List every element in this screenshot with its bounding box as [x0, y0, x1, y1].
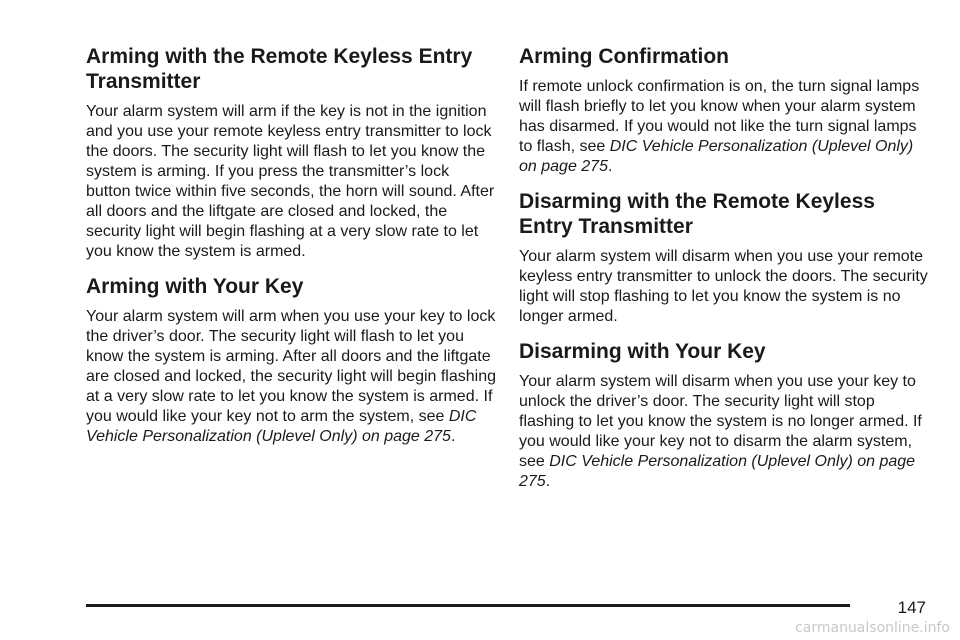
section-heading: Arming Confirmation: [519, 45, 729, 68]
page-number: 147: [897, 598, 926, 617]
section-heading: Disarming with the Remote Keyless Entry Transmitter: [519, 190, 875, 238]
body-text: Your alarm system will arm when you use your key to lock the driver’s door. The security light will flash to let you know the system is arming. After all doors and the liftgate are closed and locked, the security light will begin flashing at a very slow rate to let you know the system is armed. If you would like your key not to arm the system, see: [86, 308, 497, 425]
section-disarming-remote: [519, 189, 931, 327]
section-disarming-key: [519, 339, 931, 492]
footer-rule: [86, 604, 850, 607]
page-reference-link[interactable]: DIC Vehicle Personalization (Uplevel Only) on page 275: [519, 138, 914, 175]
page-reference-link[interactable]: DIC Vehicle Personalization (Uplevel Only) on page 275: [86, 408, 477, 445]
section-body: [86, 307, 496, 447]
right-column: [519, 44, 931, 504]
section-arming-remote: [86, 44, 496, 262]
section-body: Your alarm system will disarm when you use your remote keyless entry transmitter to unlock the doors. The security light will stop flashing to let you know the system is no longer armed.: [519, 248, 928, 325]
page-reference-link[interactable]: DIC Vehicle Personalization (Uplevel Only) on page 275: [519, 453, 916, 490]
section-body: Your alarm system will arm if the key is not in the ignition and you use your remote keyless entry transmitter to lock the doors. The security light will flash to let you know the system is arming. If you press the transmitter’s lock button twice within five seconds, the horn will sound. After all doors and the liftgate are closed and locked, the security light will begin flashing at a very slow rate to let you know the system is armed.: [86, 103, 495, 260]
body-text-end: .: [545, 473, 551, 490]
section-arming-key: [86, 274, 496, 447]
body-text-end: .: [607, 158, 613, 175]
section-arming-confirmation: [519, 44, 931, 177]
section-heading: Disarming with Your Key: [519, 340, 766, 363]
left-column: [86, 44, 496, 459]
watermark: carmanualsonline.info: [795, 620, 950, 636]
section-body: [519, 372, 931, 492]
section-heading: Arming with the Remote Keyless Entry Transmitter: [86, 45, 473, 93]
body-text: Your alarm system will disarm when you use your key to unlock the driver’s door. The security light will stop flashing to let you know the system is no longer armed. If you would like your key not to disarm the alarm system, see: [519, 373, 922, 470]
section-heading: Arming with Your Key: [86, 275, 304, 298]
body-text: If remote unlock confirmation is on, the turn signal lamps will flash briefly to let you know when your alarm system has disarmed. If you would not like the turn signal lamps to flash, see: [519, 78, 920, 155]
body-text-end: .: [450, 428, 456, 445]
section-body: [519, 77, 931, 177]
